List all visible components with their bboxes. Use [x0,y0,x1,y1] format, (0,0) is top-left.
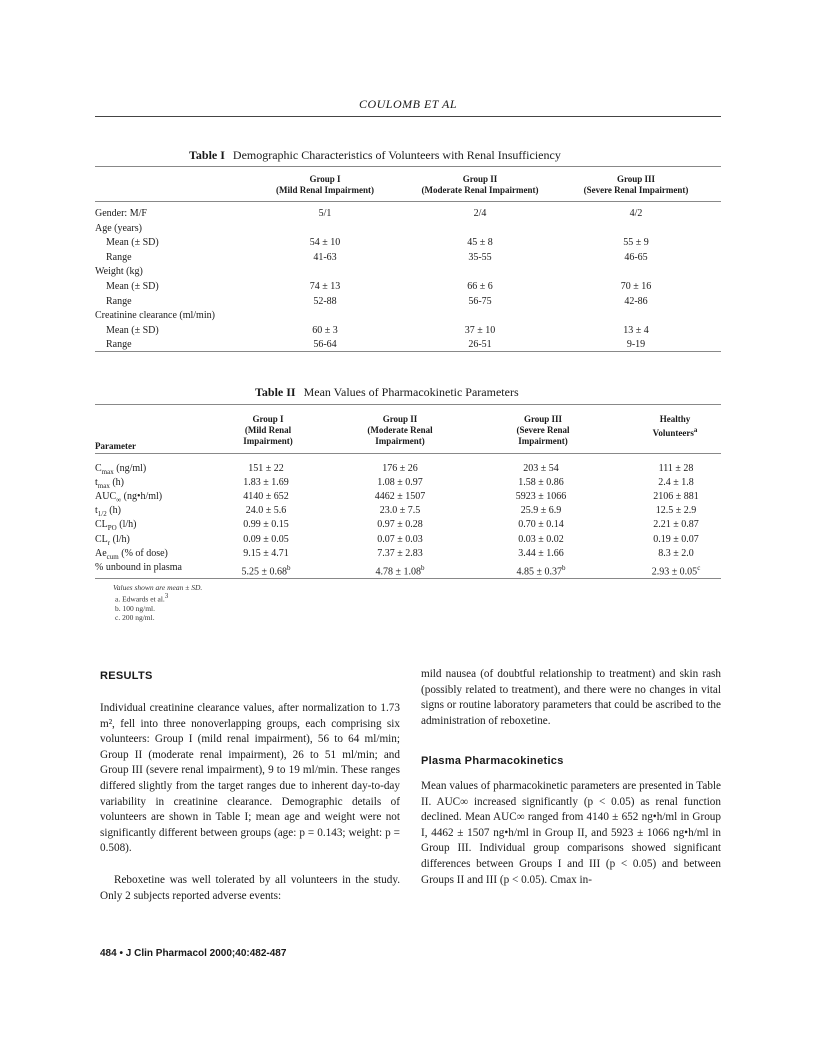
table2-cell: 5923 ± 1066 [515,491,567,503]
table1-cell: 9-19 [626,339,646,351]
table2-cell: 1.83 ± 1.69 [243,477,289,489]
table1-cell: 52-88 [313,295,337,307]
journal-citation: J Clin Pharmacol 2000;40:482-487 [125,948,287,959]
table1-col-header-2: Group II (Moderate Renal Impairment) [421,174,539,195]
table2-cell: 4.85 ± 0.37$^b$ [516,563,566,578]
table1-cell: 56-64 [313,339,337,351]
table2-cell: 5.25 ± 0.68$^b$ [241,563,291,578]
table1-cell: 45 ± 8 [467,237,493,249]
table2-cell: 2.21 ± 0.87 [653,519,699,531]
table2-cell: 0.97 ± 0.28 [377,519,423,531]
table1-row-label: Range [106,251,132,263]
adverse-events-paragraph: mild nausea (of doubtful relationship to treatment) and skin rash (possibly related to treatment), and there were no changes in vital signs or routine laboratory parameters that could be ascribed to the administration of reboxetine. [421,668,721,727]
table2-cell: 0.03 ± 0.02 [518,533,564,545]
table1-col-header-1: Group I (Mild Renal Impairment) [276,174,374,195]
table2-note-values: Values shown are mean ± SD. [113,583,203,592]
table2-note-a: a. Edwards et al.$^3$ [115,592,169,604]
table2-note-b: b. 100 ng/ml. [115,603,156,613]
footer-bullet: • [119,948,123,959]
table2-cell: 2106 ± 881 [653,491,699,503]
header-rule [95,116,721,117]
table2-cell: 203 ± 54 [523,463,559,474]
table1-cell: 35-55 [468,251,492,263]
table2-row-label: $CL_{PO}$ (l/h) [95,519,137,533]
table1-cell: 26-51 [468,339,492,351]
table1-cell: 13 ± 4 [623,324,649,336]
table2-cell: 0.19 ± 0.07 [653,533,699,545]
table2-header-rule [95,453,721,454]
table1-cell: 42-86 [624,295,648,307]
table1-cell: 41-63 [313,251,337,263]
table2-col-header-2: Group II (Moderate Renal Impairment) [367,414,433,446]
table1-col-header-3: Group III (Severe Renal Impairment) [583,174,689,195]
table2-cell: 23.0 ± 7.5 [379,505,421,517]
table1-row-label: Mean (± SD) [106,281,159,292]
table2-cell: 0.07 ± 0.03 [377,533,423,545]
table2-cell: 2.93 ± 0.05$^c$ [651,563,701,578]
table2-cell: 4140 ± 652 [243,491,289,503]
page-number: 484 [100,948,117,959]
table2-row-label: $t_{1/2}$ (h) [95,505,121,519]
table1-cell: 37 ± 10 [464,324,496,336]
table2-note-c: c. 200 ng/ml. [115,612,155,622]
table1-top-rule [95,166,721,167]
table2-cell: 2.4 ± 1.8 [658,477,694,489]
table2-title: Mean Values of Pharmacokinetic Parameters [303,385,519,399]
table2-row-label: $C_{max}$ (ng/ml) [95,463,147,476]
table2-col-header-3: Group III (Severe Renal Impairment) [516,414,570,446]
table2-row-label: $CL_r$ (l/h) [95,533,130,547]
table1-cell: 60 ± 3 [312,324,338,336]
running-head: COULOMB ET AL [358,97,458,111]
table1-row-label: Mean (± SD) [106,324,159,336]
table1-cell: 4/2 [629,208,643,219]
table1-bottom-rule [95,351,721,352]
table2-row-label: % unbound in plasma [95,561,182,573]
table2-cell: 7.37 ± 2.83 [377,547,423,559]
table2-cell: 24.0 ± 5.6 [245,505,287,517]
table1-row-label: Creatinine clearance (ml/min) [95,310,215,322]
table1-cell: 5/1 [318,208,332,219]
table2-col-header-1: Group I (Mild Renal Impairment) [243,414,293,446]
table2-cell: 4462 ± 1507 [374,491,426,503]
results-paragraph-2: Reboxetine was well tolerated by all volunteers in the study. Only 2 subjects reported adverse events: [100,874,400,902]
table1-header-rule [95,201,721,202]
table2-col-header-4: Healthy Volunteers$^a$ [652,414,698,438]
plasma-pk-heading: Plasma Pharmacokinetics [421,755,564,767]
table2-cell: 151 ± 22 [248,463,284,474]
table1-title: Demographic Characteristics of Volunteers with Renal Insufficiency [232,148,561,162]
table1-cell: 66 ± 6 [467,281,493,292]
table2-cell: 111 ± 28 [658,463,694,474]
table1-row-label: Range [106,295,132,307]
table2-row-label: $t_{max}$ (h) [95,477,125,491]
results-heading: RESULTS [100,670,153,682]
table1-cell: 54 ± 10 [309,237,341,249]
table2-cell: 1.58 ± 0.86 [518,477,564,489]
table2-row-label: $AUC_\infty$ (ng•h/ml) [95,491,163,505]
table2-cell: 9.15 ± 4.71 [243,547,289,559]
table2-caption [255,385,519,400]
table2-bottom-rule [95,578,721,579]
table1-caption [189,148,561,163]
table2-cell: 0.09 ± 0.05 [243,533,289,545]
table2-param-header: Parameter [95,441,136,451]
table2-cell: 8.3 ± 2.0 [658,547,694,559]
table2-cell: 4.78 ± 1.08$^b$ [375,563,425,578]
table2-cell: 176 ± 26 [382,463,418,474]
table2-cell: 12.5 ± 2.9 [655,505,697,517]
table2-row-label: $Ae_{cum}$ (% of dose) [95,547,168,561]
table2-cell: 25.9 ± 6.9 [520,505,562,517]
plasma-pk-paragraph: Mean values of pharmacokinetic parameters are presented in Table II. AUC∞ increased significantly (p < 0.05) as renal function declined. Mean AUC∞ ranged from 4140 ± 652 ng•h/ml in Group I, 4462 ± 1507 ng•h/ml in Group II, and 5923 ± 1066 ng•h/ml in Group III. Individual group comparisons showed significant differences between Groups I and III (p < 0.05) and between Groups II and III (p < 0.05). Cmax in- [421,780,721,886]
table2-label: Table II [255,385,296,399]
table1-cell: 2/4 [473,208,487,219]
table2-notes [113,583,202,622]
table1-cell: 74 ± 13 [309,281,341,292]
table1-row-label: Age (years) [95,222,142,234]
table1-row-label: Range [106,339,132,351]
table2-top-rule [95,404,721,405]
table1-row-label: Weight (kg) [95,266,143,278]
page-footer [100,948,286,959]
table1-cell: 55 ± 9 [623,237,649,249]
table1-row-label: Mean (± SD) [106,237,159,249]
table2-cell: 1.08 ± 0.97 [377,477,423,489]
table2-cell: 3.44 ± 1.66 [518,547,564,559]
table1-cell: 70 ± 16 [620,281,652,292]
table2-cell: 0.99 ± 0.15 [243,519,289,531]
table1-cell: 56-75 [468,295,492,307]
table1-cell: 46-65 [624,251,648,263]
table1-row-label: Gender: M/F [95,208,147,219]
results-paragraph-1: Individual creatinine clearance values, after normalization to 1.73 m², fell into three nonoverlapping groups, each comprising six volunteers: Group I (mild renal impairment), 56 to 64 ml/min; Group II (moderate renal impairment), 26 to 51 ml/min; and Group III (severe renal impairment), 9 to 19 ml/min. These ranges differed slightly from the target ranges due to inherent day-to-day variability in creatinine clearance. Demographic details of volunteers are shown in Table I; mean age and weight were not significantly different between groups (age: p = 0.143; weight: p = 0.508). [100,702,400,855]
table2-cell: 0.70 ± 0.14 [518,519,564,531]
table1-label: Table I [189,148,225,162]
